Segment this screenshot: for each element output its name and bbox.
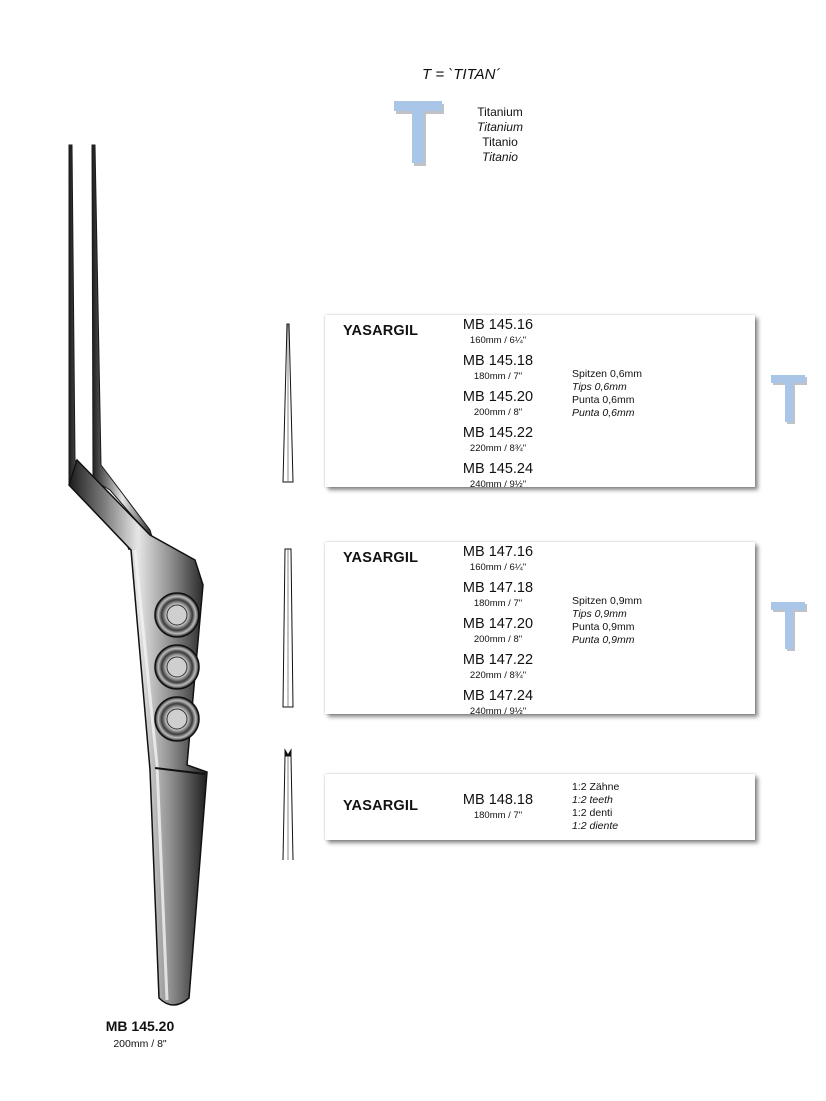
code-list (448, 792, 548, 828)
tip-detail-0-9mm (280, 547, 296, 714)
tip-detail-teeth (280, 748, 296, 867)
item-size: 200mm / 8" (473, 634, 523, 645)
item-code: MB 145.24 (462, 461, 534, 477)
code-list (448, 317, 548, 497)
spec-de: Spitzen 0,6mm (572, 368, 643, 380)
spec-list (572, 595, 642, 647)
spec-de: 1:2 Zähne (572, 781, 620, 793)
item-size: 220mm / 8¾" (469, 443, 527, 454)
forceps-illustration (55, 140, 225, 1015)
spec-de: Spitzen 0,9mm (572, 595, 643, 607)
spec-it: 1:2 denti (572, 807, 613, 819)
item-size: 180mm / 7" (473, 598, 523, 609)
item-size: 200mm / 8" (473, 407, 523, 418)
titan-legend-title (380, 66, 560, 84)
item-code: MB 145.20 (462, 389, 534, 405)
product-card-145 (325, 315, 755, 490)
item-code: MB 147.22 (462, 652, 534, 668)
titan-t-badge (770, 374, 810, 431)
item-code: MB 147.24 (462, 688, 534, 704)
spec-list (572, 781, 619, 833)
product-card-147 (325, 542, 755, 717)
legend-item-en: Titanium (477, 120, 523, 134)
item-size: 160mm / 6¼" (469, 562, 527, 573)
product-card-148 (325, 774, 755, 840)
spec-it: Punta 0,9mm (572, 621, 635, 633)
legend-item-de: Titanium (477, 105, 523, 119)
legend-item-es: Titanio (482, 150, 518, 164)
item-size: 160mm / 6¼" (469, 335, 527, 346)
item-size: 180mm / 7" (473, 371, 523, 382)
material-legend-list (470, 105, 530, 165)
item-size: 220mm / 8¾" (469, 670, 527, 681)
spec-en: Tips 0,9mm (572, 608, 627, 620)
item-code: MB 147.20 (462, 616, 534, 632)
spec-it: Punta 0,6mm (572, 394, 635, 406)
item-size: 240mm / 9½" (469, 706, 527, 717)
item-code: MB 148.18 (462, 792, 534, 808)
spec-list (572, 368, 642, 420)
titan-t-logo (390, 100, 450, 175)
tip-detail-0-6mm (280, 322, 296, 489)
item-size: 240mm / 9½" (469, 479, 527, 490)
item-code: MB 145.22 (462, 425, 534, 441)
titan-t-badge (770, 601, 810, 658)
item-code: MB 147.16 (462, 544, 534, 560)
brand-label: YASARGIL (343, 323, 419, 339)
brand-label: YASARGIL (343, 550, 419, 566)
spec-es: 1:2 diente (572, 820, 619, 832)
spec-es: Punta 0,6mm (572, 407, 635, 419)
item-size: 180mm / 7" (473, 810, 523, 821)
item-code: MB 147.18 (462, 580, 534, 596)
spec-en: Tips 0,6mm (572, 381, 627, 393)
legend-title-text: T = `TITAN´ (422, 66, 501, 83)
brand-label: YASARGIL (343, 798, 419, 814)
item-code: MB 145.16 (462, 317, 534, 333)
item-code: MB 145.18 (462, 353, 534, 369)
legend-item-it: Titanio (482, 135, 518, 149)
product-code: MB 145.20 (105, 1018, 175, 1034)
spec-en: 1:2 teeth (572, 794, 613, 806)
code-list (448, 544, 548, 724)
spec-es: Punta 0,9mm (572, 634, 635, 646)
product-size: 200mm / 8" (113, 1038, 167, 1050)
